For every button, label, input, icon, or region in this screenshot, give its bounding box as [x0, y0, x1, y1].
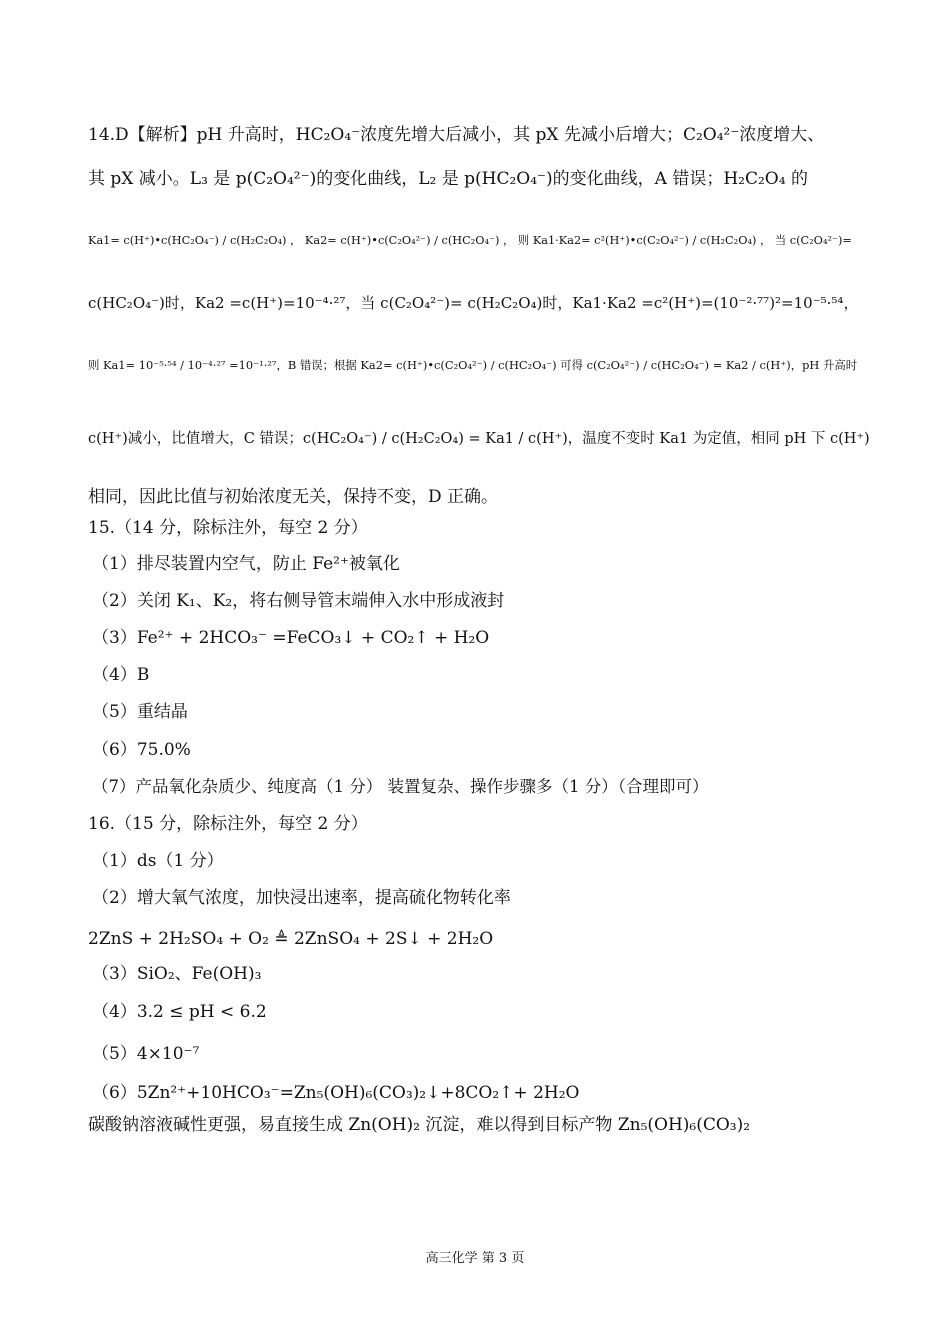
q16-answer-4: （4）3.2 ≤ pH < 6.2 — [92, 1002, 267, 1022]
q16-answer-3: （3）SiO₂、Fe(OH)₃ — [92, 964, 262, 984]
q14-line1: 14.D【解析】pH 升高时，HC₂O₄⁻浓度先增大后减小，其 pX 先减小后增大；C₂O₄²⁻浓度增大、 — [88, 125, 825, 145]
q14-line7: 相同，因此比值与初始浓度无关，保持不变，D 正确。 — [88, 487, 499, 507]
page-footer: 高三化学 第 3 页 — [425, 1251, 525, 1266]
q16-answer-6: （6）5Zn²⁺+10HCO₃⁻=Zn₅(OH)₆(CO₃)₂↓+8CO₂↑+ 2H₂O — [92, 1083, 580, 1103]
q14-line6: c(H⁺)减小，比值增大，C 错误；c(HC₂O₄⁻) / c(H₂C₂O₄) = Ka1 / c(H⁺)，温度不变时 Ka1 为定值，相同 pH 下 c(H⁺) — [88, 431, 870, 447]
q15-answer-3: （3）Fe²⁺ + 2HCO₃⁻ =FeCO₃↓ + CO₂↑ + H₂O — [92, 628, 490, 648]
q14-line5: 则 Ka1= 10⁻⁵·⁵⁴ / 10⁻⁴·²⁷ =10⁻¹·²⁷，B 错误；根据 Ka2= c(H⁺)•c(C₂O₄²⁻) / c(HC₂O₄⁻) 可得 c(C₂O₄²⁻) / c(HC₂O₄⁻) = Ka2 / c(H⁺)，pH 升高时 — [88, 358, 858, 372]
q14-line2: 其 pX 减小。L₃ 是 p(C₂O₄²⁻)的变化曲线，L₂ 是 p(HC₂O₄⁻)的变化曲线，A 错误；H₂C₂O₄ 的 — [88, 169, 808, 189]
q16-note: 碳酸钠溶液碱性更强，易直接生成 Zn(OH)₂ 沉淀，难以得到目标产物 Zn₅(OH)₆(CO₃)₂ — [88, 1115, 751, 1135]
q15-answer-6: （6）75.0% — [92, 740, 191, 760]
q15-answer-4: （4）B — [92, 665, 150, 685]
q16-equation: 2ZnS + 2H₂SO₄ + O₂ ≜ 2ZnSO₄ + 2S↓ + 2H₂O — [88, 929, 494, 949]
q15-answer-2: （2）关闭 K₁、K₂，将右侧导管末端伸入水中形成液封 — [92, 591, 505, 611]
q15-answer-1: （1）排尽装置内空气，防止 Fe²⁺被氧化 — [92, 554, 400, 574]
q16-answer-5: （5）4×10⁻⁷ — [92, 1044, 200, 1064]
q16-header: 16.（15 分，除标注外，每空 2 分） — [88, 814, 368, 834]
q16-answer-1: （1）ds（1 分） — [92, 851, 224, 871]
q14-line3: Ka1= c(H⁺)•c(HC₂O₄⁻) / c(H₂C₂O₄) ， Ka2= c(H⁺)•c(C₂O₄²⁻) / c(HC₂O₄⁻) ， 则 Ka1·Ka2= c²(H⁺)•c(C₂O₄²⁻) / c(H₂C₂O₄) ， 当 c(C₂O₄²⁻)= — [88, 234, 852, 247]
q14-line4: c(HC₂O₄⁻)时，Ka2 =c(H⁺)=10⁻⁴·²⁷，当 c(C₂O₄²⁻)= c(H₂C₂O₄)时，Ka1·Ka2 =c²(H⁺)=(10⁻²·⁷⁷)²=10⁻⁵·⁵⁴， — [88, 294, 859, 312]
q15-answer-7: （7）产品氧化杂质少、纯度高（1 分） 装置复杂、操作步骤多（1 分）（合理即可） — [92, 777, 709, 796]
q15-header: 15.（14 分，除标注外，每空 2 分） — [88, 518, 368, 538]
q16-answer-2: （2）增大氧气浓度，加快浸出速率，提高硫化物转化率 — [92, 888, 511, 908]
q15-answer-5: （5）重结晶 — [92, 702, 188, 722]
